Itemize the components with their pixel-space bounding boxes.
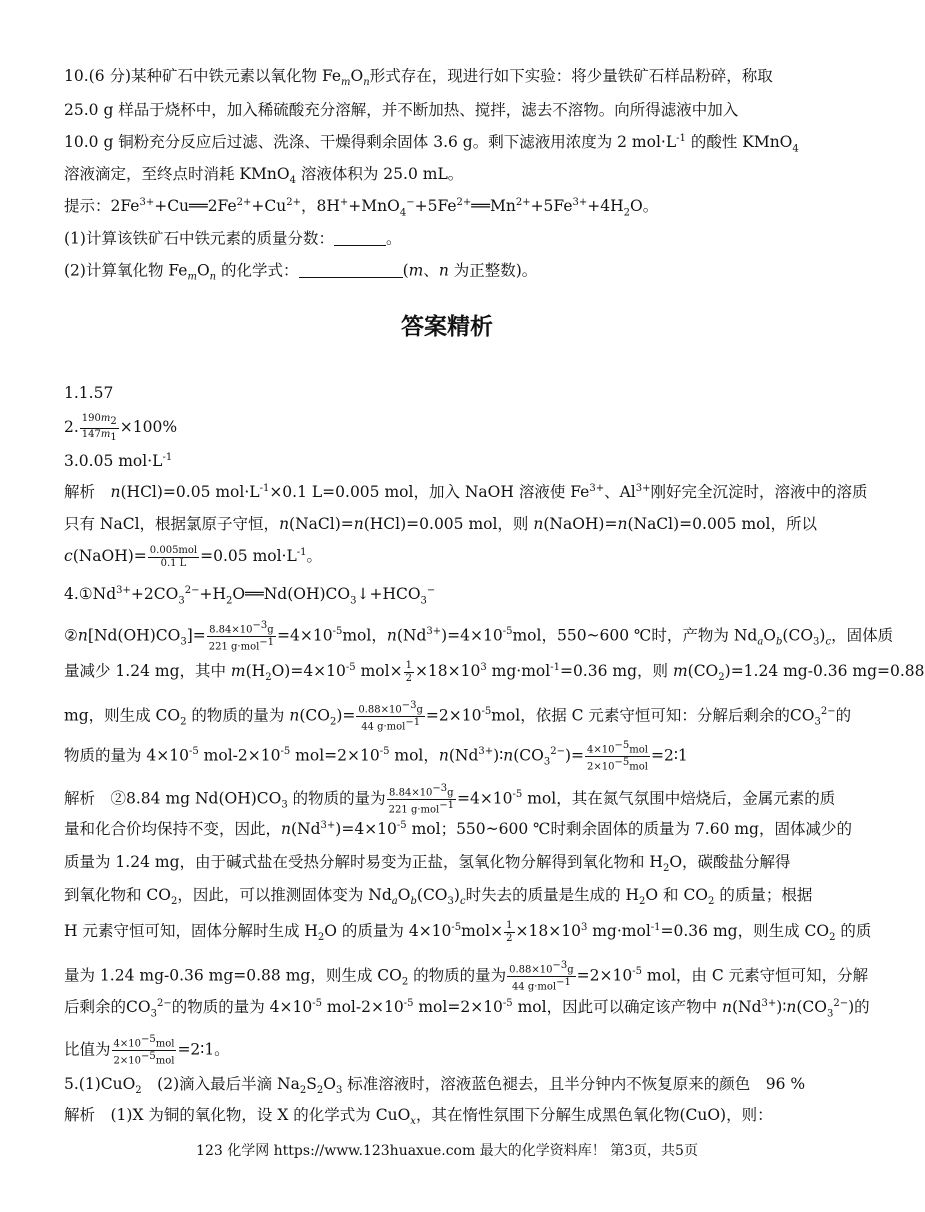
answer-4-analysis-1: 解析 ②8.84 mg $Nd(OH)CO_3$ 的物质的量为 $\frac{8.84\times 10^{-3}g}{221 g\cdot mol^{-1}}$ $=4\times 10^{-5}$ mol，其在氮气氛围中焙烧后，金属元素的质 bbox=[64, 783, 836, 816]
answer-5: 5.(1)CuO$_2$ (2)滴入最后半滴 $Na_2S_2O_3$ 标准溶液时，溶液蓝色褪去，且半分钟内不恢复原来的颜色 96 % bbox=[64, 1075, 806, 1097]
answer-4-part-2-line-3: mg，则生成 $CO_2$ 的物质的量为 $n(CO_2)=$ $\frac{0.88\times 10^{-3}g}{44 g\cdot mol^{-1}}$ $=2\times 10^{-5}mol$，依据 C 元素守恒可知：分解后剩余的$CO_3^{2-}$的 bbox=[64, 700, 852, 733]
answer-4-analysis-2: 量和化合价均保持不变，因此，$n(Nd^{3+})=4\times 10^{-5}$ mol；550~600 ℃时剩余固体的质量为 7.60 mg，固体减少的 bbox=[64, 820, 852, 839]
answer-4-part-2-line-1: $②n[Nd(OH)CO_3]=$ $\frac{8.84\times 10^{-3}g}{221 g\cdot mol^{-1}}$ $=4\times 10^{-5}mol$，$n(Nd^{3+})=4\times 10^{-5}mol$，550~600 ℃时，产物为 $Nd_aO_b(CO_3)_c$，固体质 bbox=[64, 620, 894, 653]
answer-4-part-2-line-4: 物质的量为 $4\times 10^{-5}$ mol-$2\times 10^{-5}$ $mol=2\times 10^{-5}$ mol，$n(Nd^{3+})∶n(CO_3^{2-})=$ $\frac{4\times 10^{-5}mol}{2\times 10^{-5}mol}$ =2∶1 bbox=[64, 740, 688, 773]
answer-4-analysis-4: 到氧化物和 $CO_2$，因此，可以推测固体变为 $Nd_aO_b(CO_3)_c$时失去的质量是生成的 $H_2O$ 和 $CO_2$ 的质量；根据 bbox=[64, 886, 813, 908]
answer-4-part-1: $4.①Nd^{3+}+2CO_3^{2-}+H_2O══Nd(OH)CO_3↓+HCO_3^-$ bbox=[64, 585, 436, 607]
answer-4-analysis-8: 比值为 $\frac{4\times 10^{-5}mol}{2\times 10^{-5}mol}$ =2∶1。 bbox=[64, 1034, 230, 1067]
question-10-part-2: (2)计算氧化物 $Fe_mO_n$ 的化学式： (m、n 为正整数)。 bbox=[64, 261, 538, 283]
answer-4-part-2-line-2: 量减少 1.24 mg，其中 $m(H_2O)=4\times 10^{-5}$ mol× $\frac{1}{2}$ $\times 18\times 10^3$ mg·mol$^{-1}$=0.36 mg，则 $m(CO_2)=1.24$ mg-0.36 mg=0.88 bbox=[64, 660, 925, 684]
question-10-line-1: 10.(6 分)某种矿石中铁元素以氧化物 $Fe_mO_n$形式存在，现进行如下实验：将少量铁矿石样品粉碎，称取 bbox=[64, 67, 773, 89]
question-10-line-4: 溶液滴定，至终点时消耗 KMnO$_4$ 溶液体积为 25.0 mL。 bbox=[64, 165, 464, 187]
answer-4-analysis-5: H 元素守恒可知，固体分解时生成 $H_2O$ 的质量为 $4\times 10^{-5}mol\times$ $\frac{1}{2}$ $\times 18\times 10^3$ mg·mol$^{-1}$=0.36 mg，则生成 $CO_2$ 的质 bbox=[64, 920, 872, 944]
page-footer: 123 化学网 https://www.123huaxue.com 最大的化学资料库！ 第3页，共5页 bbox=[196, 1143, 698, 1159]
answer-section-title: 答案精析 bbox=[401, 314, 493, 340]
answer-3-analysis-3: c(NaOH)= $\frac{\text{0.005mol}}{0.1 L}$ =0.05 $mol\cdot L^{-1}$。 bbox=[64, 545, 323, 569]
answer-4-analysis-3: 质量为 1.24 mg，由于碱式盐在受热分解时易变为正盐，氢氧化物分解得到氧化物和 $H_2O$，碳酸盐分解得 bbox=[64, 853, 791, 875]
answer-2: 2. $\frac{190m_2}{147m_1}$ ×100% bbox=[64, 413, 178, 443]
question-10-line-2: 25.0 g 样品于烧杯中，加入稀硫酸充分溶解，并不断加热、搅拌，滤去不溶物。向所得滤液中加入 bbox=[64, 101, 739, 119]
answer-4-analysis-6: 量为 1.24 mg-0.36 mg=0.88 mg，则生成 $CO_2$ 的物质的量为 $\frac{0.88\times 10^{-3}g}{44 g\cdot mol^{-1}}$ $=2\times 10^{-5}$ mol，由 C 元素守恒可知，分解 bbox=[64, 960, 869, 993]
answer-3-analysis-1: 解析 n(HCl)=0.05 $mol\cdot L^{-1}\times 0.1$ L=0.005 mol，加入 NaOH 溶液使 $Fe^{3+}$、$Al^{3+}$刚好完全沉淀时，溶液中的溶质 bbox=[64, 483, 868, 502]
answer-5-analysis-1: 解析 (1)X 为铜的氧化物，设 X 的化学式为 CuO$_x$，其在惰性氛围下分解生成黑色氧化物(CuO)，则： bbox=[64, 1106, 773, 1128]
question-10-part-1: (1)计算该铁矿石中铁元素的质量分数： 。 bbox=[64, 229, 402, 248]
question-10-line-3: 10.0 g 铜粉充分反应后过滤、洗涤、干燥得剩余固体 3.6 g。剩下滤液用浓度为 2 $mol\cdot L^{-1}$ 的酸性 KMnO$_4$ bbox=[64, 133, 799, 155]
answer-4-analysis-7: 后剩余的$CO_3^{2-}$的物质的量为 $4\times 10^{-5}$ mol-$2\times 10^{-5}$ $mol=2\times 10^{-5}$ mol，因此可以确定该产物中 $n(Nd^{3+})∶n(CO_3^{2-})$的 bbox=[64, 998, 870, 1020]
answer-1: 1.1.57 bbox=[64, 384, 114, 402]
question-10-hint: 提示：$2Fe^{3+}+Cu══2Fe^{2+}+Cu^{2+}$，$8H^++MnO_4^-+5Fe^{2+}══Mn^{2+}+5Fe^{3+}+4H_2O$。 bbox=[64, 197, 659, 219]
answer-3-analysis-2: 只有 NaCl，根据氯原子守恒，n(NaCl)=n(HCl)=0.005 mol，则 n(NaOH)=n(NaCl)=0.005 mol，所以 bbox=[64, 515, 817, 533]
answer-3: 3.0.05 $mol\cdot L^{-1}$ bbox=[64, 452, 173, 471]
